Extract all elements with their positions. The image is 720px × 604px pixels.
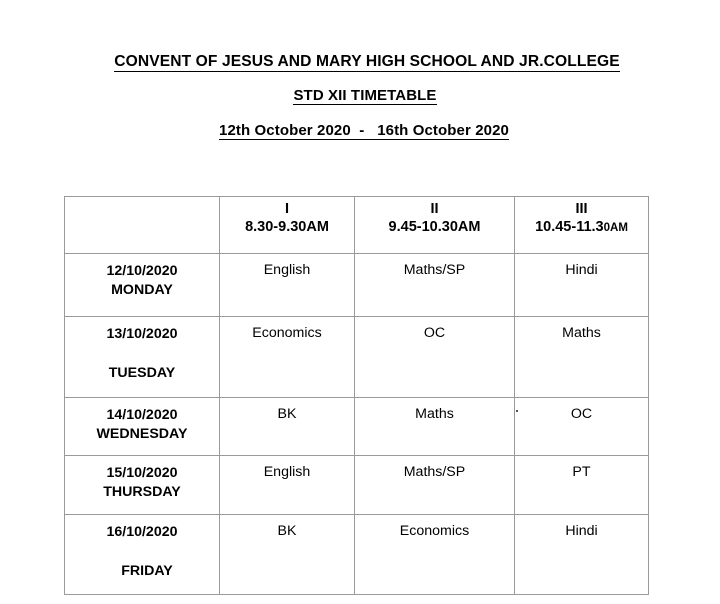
subject-wednesday-period-3 <box>515 398 648 423</box>
day-cell-tuesday-content <box>65 317 219 383</box>
period-3-time-suffix: 0AM <box>603 221 628 234</box>
thursday-date: 15/10/2020 <box>106 465 178 481</box>
period-1-roman: I <box>284 201 290 217</box>
subject-friday-period-2: Economics <box>399 523 470 539</box>
subject-thursday-period-2: Maths/SP <box>403 464 466 480</box>
period-2-roman: II <box>430 201 439 217</box>
tuesday-date: 13/10/2020 <box>106 326 178 342</box>
day-cell-thursday-content <box>65 456 219 502</box>
monday-day: MONDAY <box>111 282 173 299</box>
day-cell-friday <box>65 515 220 595</box>
cell-thursday-period-3 <box>515 456 649 515</box>
subject-thursday-period-1: English <box>263 464 311 480</box>
cell-friday-period-3 <box>515 515 649 595</box>
wednesday-date: 14/10/2020 <box>106 407 178 423</box>
header-corner-label <box>65 197 219 201</box>
cell-tuesday-period-3 <box>515 317 649 398</box>
subject-monday-period-1: English <box>263 262 311 278</box>
standard-heading <box>10 88 720 105</box>
cell-tuesday-period-2 <box>355 317 515 398</box>
table-row <box>65 515 649 595</box>
period-3-head <box>515 197 648 236</box>
tuesday-day: TUESDAY <box>108 365 176 382</box>
day-cell-monday-content <box>65 254 219 300</box>
period-3-time-main: 10.45-11.3 <box>535 218 604 235</box>
period-2-time-main: 9.45-10.30AM <box>388 218 481 235</box>
period-1-time-main: 8.30-9.30AM <box>245 218 329 235</box>
subject-wednesday-period-3-text: OC <box>570 406 593 422</box>
header-period-2 <box>355 197 515 254</box>
subject-wednesday-period-2: Maths <box>415 406 454 422</box>
document-headings <box>0 54 720 140</box>
cell-monday-period-1 <box>220 254 355 317</box>
cell-thursday-period-1 <box>220 456 355 515</box>
day-cell-thursday <box>65 456 220 515</box>
day-cell-friday-content <box>65 515 219 581</box>
period-1-head <box>220 197 354 236</box>
subject-friday-period-1: BK <box>277 523 297 539</box>
cell-monday-period-3 <box>515 254 649 317</box>
school-name-text: CONVENT OF JESUS AND MARY HIGH SCHOOL AND JR.COLLEGE <box>114 53 620 70</box>
subject-tuesday-period-1: Economics <box>252 325 322 341</box>
subject-wednesday-period-1: BK <box>277 406 297 422</box>
header-period-1 <box>220 197 355 254</box>
table-row <box>65 398 649 456</box>
cell-wednesday-period-3 <box>515 398 649 456</box>
day-cell-wednesday <box>65 398 220 456</box>
period-2-time <box>355 219 514 237</box>
thursday-day: THURSDAY <box>103 484 181 501</box>
day-cell-monday <box>65 254 220 317</box>
period-3-roman: III <box>575 201 588 217</box>
cell-friday-period-1 <box>220 515 355 595</box>
wednesday-day: WEDNESDAY <box>96 426 188 443</box>
friday-day: FRIDAY <box>121 563 173 580</box>
cell-wednesday-period-2 <box>355 398 515 456</box>
period-1-time <box>220 219 354 237</box>
cell-thursday-period-2 <box>355 456 515 515</box>
timetable-table <box>64 196 649 595</box>
table-row <box>65 317 649 398</box>
standard-text: STD XII TIMETABLE <box>293 86 437 104</box>
cell-friday-period-2 <box>355 515 515 595</box>
date-range-heading <box>8 123 720 140</box>
header-period-3 <box>515 197 649 254</box>
day-cell-wednesday-content <box>65 398 219 444</box>
subject-thursday-period-3: PT <box>572 464 591 480</box>
date-range-text: 12th October 2020 - 16th October 2020 <box>219 121 509 139</box>
table-row <box>65 254 649 317</box>
period-2-head <box>355 197 514 236</box>
cell-wednesday-period-1 <box>220 398 355 456</box>
subject-tuesday-period-3: Maths <box>562 325 601 341</box>
cell-monday-period-2 <box>355 254 515 317</box>
cell-tuesday-period-1 <box>220 317 355 398</box>
subject-monday-period-3: Hindi <box>565 262 598 278</box>
friday-date: 16/10/2020 <box>106 524 178 540</box>
table-row <box>65 456 649 515</box>
subject-monday-period-2: Maths/SP <box>403 262 466 278</box>
table-header-row <box>65 197 649 254</box>
period-3-time <box>515 219 648 237</box>
header-corner-cell <box>65 197 220 254</box>
monday-date: 12/10/2020 <box>106 263 178 279</box>
day-cell-tuesday <box>65 317 220 398</box>
subject-tuesday-period-2: OC <box>423 325 446 341</box>
stray-dot-artifact <box>516 410 518 412</box>
school-name-heading <box>14 54 720 72</box>
subject-friday-period-3: Hindi <box>565 523 598 539</box>
